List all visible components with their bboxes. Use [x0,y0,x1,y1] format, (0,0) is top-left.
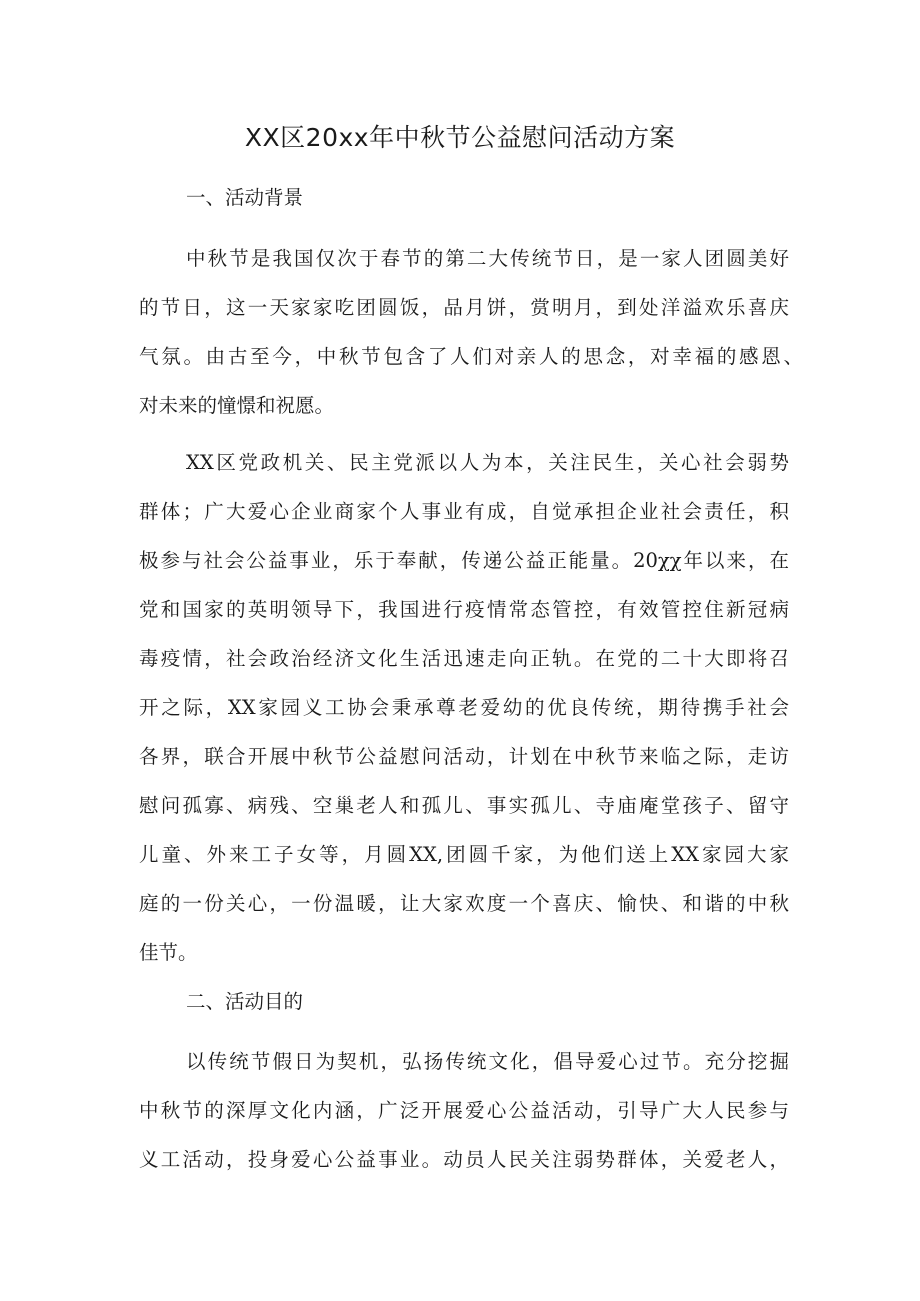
paragraph-line: XX区党政机关、民主党派以人为本，关注民生，关心社会弱势 [186,451,789,474]
paragraph-line: 中秋节是我国仅次于春节的第二大传统节日，是一家人团圆美好 [186,247,789,270]
paragraph-line: 佳节。 [139,941,198,964]
paragraph-line: 慰问孤寡、病残、空巢老人和孤儿、事实孤儿、寺庙庵堂孩子、留守 [139,794,789,817]
paragraph-line: 开之际，XX家园义工协会秉承尊老爱幼的优良传统，期待携手社会 [139,696,789,719]
document-title: XX区20xx年中秋节公益慰问活动方案 [244,123,676,152]
section-heading-purpose: 二、活动目的 [186,990,304,1013]
paragraph-line: 群体；广大爱心企业商家个人事业有成，自觉承担企业社会责任，积 [139,500,789,523]
paragraph-purpose-1 [139,1037,789,1184]
paragraph-line: 毒疫情，社会政治经济文化生活迅速走向正轨。在党的二十大即将召 [139,647,789,670]
paragraph-line: 对未来的憧憬和祝愿。 [139,394,335,417]
paragraph-background-1 [139,234,803,430]
paragraph-line: 各界，联合开展中秋节公益慰问活动，计划在中秋节来临之际，走访 [139,745,789,768]
paragraph-line: 党和国家的英明领导下，我国进行疫情常态管控，有效管控住新冠病 [139,598,789,621]
paragraph-line: 儿童、外来工子女等，月圆XX,团圆千家，为他们送上XX家园大家 [139,843,789,866]
paragraph-line: 的节日，这一天家家吃团圆饭，品月饼，赏明月，到处洋溢欢乐喜庆 [139,296,789,319]
paragraph-line: 气氛。由古至今，中秋节包含了人们对亲人的思念，对幸福的感恩、 [139,345,803,368]
paragraph-line: 中秋节的深厚文化内涵，广泛开展爱心公益活动，引导广大人民参与 [139,1099,789,1122]
paragraph-line: 以传统节假日为契机，弘扬传统文化，倡导爱心过节。充分挖掘 [186,1050,789,1073]
section-heading-background: 一、活动背景 [186,186,304,209]
paragraph-line: 极参与社会公益事业，乐于奉献，传递公益正能量。20χχ年以来，在 [139,549,789,572]
paragraph-line: 庭的一份关心，一份温暖，让大家欢度一个喜庆、愉快、和谐的中秋 [139,892,789,915]
paragraph-line: 义工活动，投身爱心公益事业。动员人民关注弱势群体，关爱老人， [139,1148,789,1171]
paragraph-background-2 [139,438,789,977]
